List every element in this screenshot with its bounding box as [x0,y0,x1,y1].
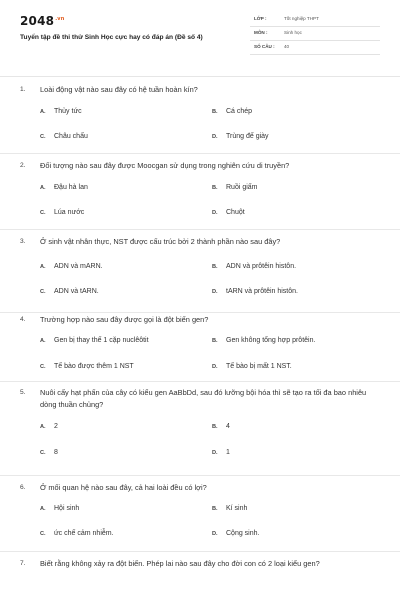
question-text: Ở mối quan hệ nào sau đây, cả hai loài đều có lợi? [40,483,207,492]
option-d[interactable] [212,288,298,295]
option-letter: D. [212,289,218,295]
question-text: Trường hợp nào sau đây được gọi là đột biến gen? [40,315,209,324]
meta-value: 40 [284,44,290,49]
option-letter: D. [212,364,218,370]
option-b[interactable] [212,337,315,344]
option-d[interactable] [212,449,230,456]
option-text: Gen bị thay thế 1 cặp nuclêôtit [54,337,149,344]
document-header [0,0,400,78]
option-letter: C. [40,134,46,140]
option-c[interactable] [40,530,114,537]
option-letter: C. [40,364,46,370]
option-a[interactable] [40,337,149,344]
option-letter: A. [40,185,46,191]
option-c[interactable] [40,449,58,456]
option-letter: D. [212,134,218,140]
option-b[interactable] [212,263,296,270]
question-stem [0,236,400,248]
option-text: 4 [226,423,230,430]
meta-row-class [250,13,380,27]
question-stem [0,482,400,494]
option-text: Đậu hà lan [54,184,88,191]
option-c[interactable] [40,363,134,370]
option-letter: B. [212,424,218,430]
question-item [0,552,400,612]
meta-row-count [250,41,380,55]
question-number: 3. [20,238,26,245]
option-b[interactable] [212,108,252,115]
question-stem [0,387,400,411]
option-text: ADN và prôtêin histôn. [226,263,297,270]
option-a[interactable] [40,505,79,512]
meta-label: MÔN : [254,30,268,35]
option-text: Tế bào bị mất 1 NST. [226,363,292,370]
question-stem [0,314,400,326]
meta-label: SỐ CÂU : [254,44,275,49]
option-letter: A. [40,424,46,430]
question-stem [0,558,400,570]
option-c[interactable] [40,288,99,295]
option-text: ADN và mARN. [54,263,103,270]
option-text: Thủy tức [54,108,82,115]
question-item [0,382,400,476]
option-letter: B. [212,338,218,344]
option-text: Chuột [226,209,245,216]
option-text: Gen không tổng hợp prôtêin. [226,337,316,344]
logo-domain: .vn [55,16,65,22]
option-text: Kí sinh [226,505,248,512]
option-text: Ruồi giấm [226,184,258,191]
option-text: tARN và prôtêin histôn. [226,288,298,295]
option-d[interactable] [212,133,269,140]
option-letter: C. [40,531,46,537]
option-text: Trùng đế giày [226,133,269,140]
option-letter: C. [40,450,46,456]
question-text: Ở sinh vật nhân thực, NST được cấu trúc bởi 2 thành phần nào sau đây? [40,237,281,246]
option-letter: D. [212,531,218,537]
header-divider [0,76,400,77]
question-number: 1. [20,86,26,93]
question-list [0,78,400,612]
site-logo[interactable] [20,14,65,28]
question-item [0,313,400,382]
option-letter: B. [212,109,218,115]
question-number: 2. [20,162,26,169]
meta-value: Tốt nghiệp THPT [284,16,319,21]
option-d[interactable] [212,209,245,216]
option-text: ức chế cảm nhiễm. [54,530,114,537]
option-text: Cộng sinh. [226,530,260,537]
document-title: Tuyển tập đề thi thử Sinh Học cực hay có đáp án (Đề số 4) [20,34,203,41]
option-text: 1 [226,449,230,456]
option-letter: B. [212,264,218,270]
option-b[interactable] [212,423,230,430]
logo-text: 2048 [20,14,55,28]
question-stem [0,160,400,172]
question-item [0,230,400,313]
option-letter: C. [40,210,46,216]
option-text: Hội sinh [54,505,80,512]
option-text: Lúa nước [54,209,85,216]
option-letter: A. [40,338,46,344]
option-text: Châu chấu [54,133,88,140]
option-letter: B. [212,506,218,512]
question-number: 4. [20,316,26,323]
option-d[interactable] [212,530,259,537]
option-letter: D. [212,210,218,216]
question-number: 5. [20,389,26,396]
option-text: 8 [54,449,58,456]
option-letter: D. [212,450,218,456]
meta-row-subject [250,27,380,41]
option-a[interactable] [40,423,58,430]
question-item [0,154,400,230]
option-c[interactable] [40,209,84,216]
option-letter: C. [40,289,46,295]
question-stem [0,84,400,96]
option-letter: A. [40,506,46,512]
option-letter: A. [40,264,46,270]
option-letter: A. [40,109,46,115]
option-c[interactable] [40,133,88,140]
question-number: 6. [20,484,26,491]
option-text: Cá chép [226,108,253,115]
question-item [0,78,400,154]
question-text: Đối tượng nào sau đây được Moocgan sử dụng trong nghiên cứu di truyền? [40,161,290,170]
option-text: ADN và tARN. [54,288,99,295]
question-text: Loài động vật nào sau đây có hệ tuần hoàn kín? [40,85,198,94]
option-b[interactable] [212,505,247,512]
option-letter: B. [212,185,218,191]
option-d[interactable] [212,363,292,370]
meta-panel [250,13,380,55]
option-a[interactable] [40,108,82,115]
question-text: Biết rằng không xảy ra đột biến. Phép lai nào sau đây cho đời con có 2 loại kiểu gen? [40,559,320,568]
question-item [0,476,400,552]
question-number: 7. [20,560,26,567]
meta-value: Sinh học [284,30,302,35]
option-text: 2 [54,423,58,430]
option-text: Tế bào được thêm 1 NST [54,363,134,370]
question-text: Nuôi cấy hạt phấn của cây có kiểu gen AaBbDd, sau đó lưỡng bội hóa thì sẽ tạo ra tối đa bao nhiêu dòng thuần chủng? [40,388,367,409]
option-a[interactable] [40,263,103,270]
meta-label: LỚP : [254,16,267,21]
option-a[interactable] [40,184,88,191]
option-b[interactable] [212,184,258,191]
